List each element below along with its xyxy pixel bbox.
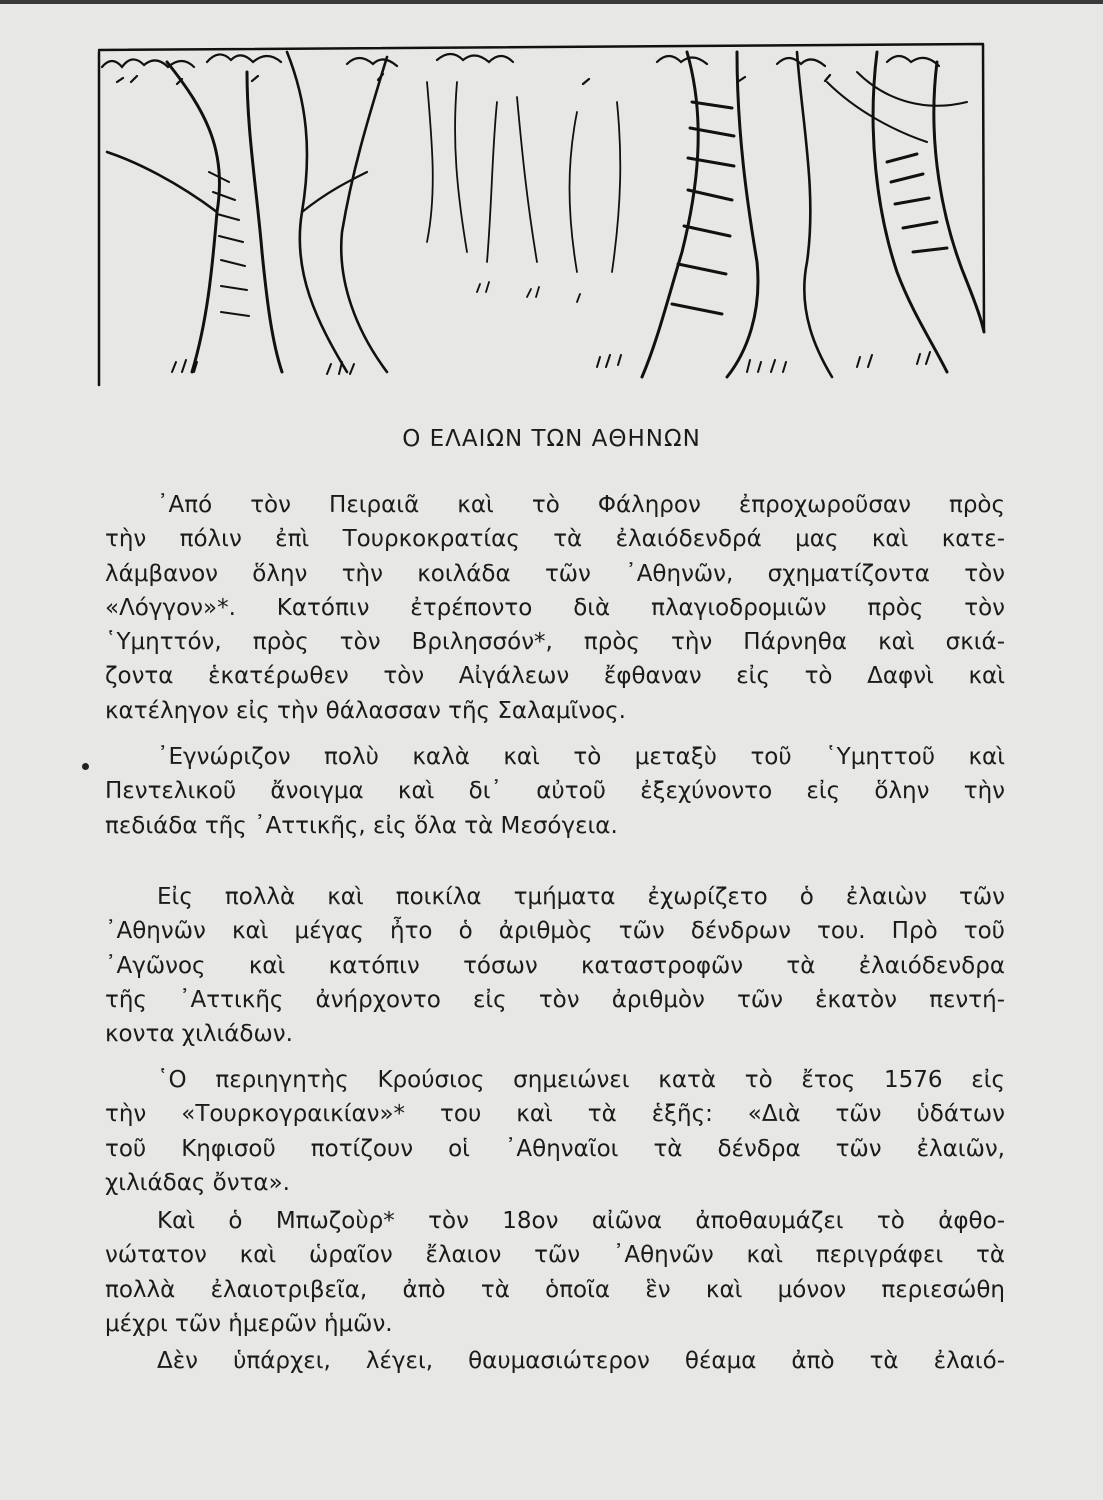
text-line: κοντα χιλιάδων.: [105, 1021, 293, 1048]
text-line: τῆς ᾿Αττικῆς ἀνήρχοντο εἰς τὸν ἀριθμὸν τῶν ἑκατὸν πεντή-: [105, 986, 1005, 1013]
text-line: χιλιάδας ὄντα».: [105, 1169, 290, 1196]
text-line: τὴν πόλιν ἐπὶ Τουρκοκρατίας τὰ ἐλαιόδενδρά μας καὶ κατε-: [105, 526, 1005, 553]
paragraph-1: [105, 488, 1005, 728]
paragraph-4: [105, 1063, 1005, 1200]
page-top-edge: [0, 0, 1103, 4]
chapter-title: Ο ΕΛΑΙΩΝ ΤΩΝ ΑΘΗΝΩΝ: [402, 426, 701, 452]
paragraph-5: [105, 1204, 1005, 1341]
text-line: ᾿Αθηνῶν καὶ μέγας ἦτο ὁ ἀριθμὸς τῶν δένδρων του. Πρὸ τοῦ: [105, 918, 1005, 945]
margin-mark: [82, 763, 89, 770]
text-line: Καὶ ὁ Μπωζοὺρ* τὸν 18ον αἰῶνα ἀποθαυμάζει τὸ ἀφθο-: [157, 1208, 1005, 1234]
text-line: τοῦ Κηφισοῦ ποτίζουν οἱ ᾿Αθηναῖοι τὰ δένδρα τῶν ἐλαιῶν,: [105, 1135, 1005, 1162]
paragraph-6: [105, 1344, 1005, 1378]
text-line: Πεντελικοῦ ἄνοιγμα καὶ δι᾿ αὐτοῦ ἐξεχύνοντο εἰς ὅλην τὴν: [105, 778, 1005, 805]
text-line: κατέληγον εἰς τὴν θάλασσαν τῆς Σαλαμῖνος.: [105, 697, 626, 724]
text-line: πολλὰ ἐλαιοτριβεῖα, ἀπὸ τὰ ὁποῖα ἓν καὶ μόνον περιεσώθη: [105, 1276, 1005, 1303]
text-line: ᾿Αγῶνος καὶ κατόπιν τόσων καταστροφῶν τὰ ἐλαιόδενδρα: [105, 952, 1005, 979]
text-line: πεδιάδα τῆς ᾿Αττικῆς, εἰς ὅλα τὰ Μεσόγεια.: [105, 812, 618, 839]
text-line: ῾Υμηττόν, πρὸς τὸν Βριλησσόν*, πρὸς τὴν Πάρνηθα καὶ σκιά-: [105, 629, 1005, 656]
paragraph-3: [105, 880, 1005, 1051]
text-line: νώτατον καὶ ὡραῖον ἔλαιον τῶν ᾿Αθηνῶν καὶ περιγράφει τὰ: [105, 1242, 1005, 1269]
text-line: «Λόγγον»*. Κατόπιν ἐτρέποντο διὰ πλαγιοδρομιῶν πρὸς τὸν: [105, 594, 1005, 621]
olive-grove-illustration: [97, 42, 986, 387]
text-line: Δὲν ὑπάρχει, λέγει, θαυμασιώτερον θέαμα ἀπὸ τὰ ἐλαιό-: [157, 1348, 1005, 1374]
text-line: λάμβανον ὅλην τὴν κοιλάδα τῶν ᾿Αθηνῶν, σχηματίζοντα τὸν: [105, 560, 1005, 587]
text-line: μέχρι τῶν ἡμερῶν ἡμῶν.: [105, 1310, 393, 1337]
paragraph-2: [105, 740, 1005, 843]
text-line: τὴν «Τουρκογραικίαν»* του καὶ τὰ ἑξῆς: «Διὰ τῶν ὑδάτων: [105, 1101, 1005, 1128]
text-line: ᾿Εγνώριζον πολὺ καλὰ καὶ τὸ μεταξὺ τοῦ ῾Υμηττοῦ καὶ: [157, 744, 1005, 770]
text-line: Εἰς πολλὰ καὶ ποικίλα τμήματα ἐχωρίζετο ὁ ἐλαιὼν τῶν: [157, 884, 1005, 910]
text-line: ᾿Από τὸν Πειραιᾶ καὶ τὸ Φάληρον ἐπροχωροῦσαν πρὸς: [157, 492, 1005, 518]
text-line: ῾Ο περιηγητὴς Κρούσιος σημειώνει κατὰ τὸ ἔτος 1576 εἰς: [157, 1067, 1005, 1093]
text-line: ζοντα ἑκατέρωθεν τὸν Αἰγάλεων ἔφθαναν εἰς τὸ Δαφνὶ καὶ: [105, 663, 1005, 690]
